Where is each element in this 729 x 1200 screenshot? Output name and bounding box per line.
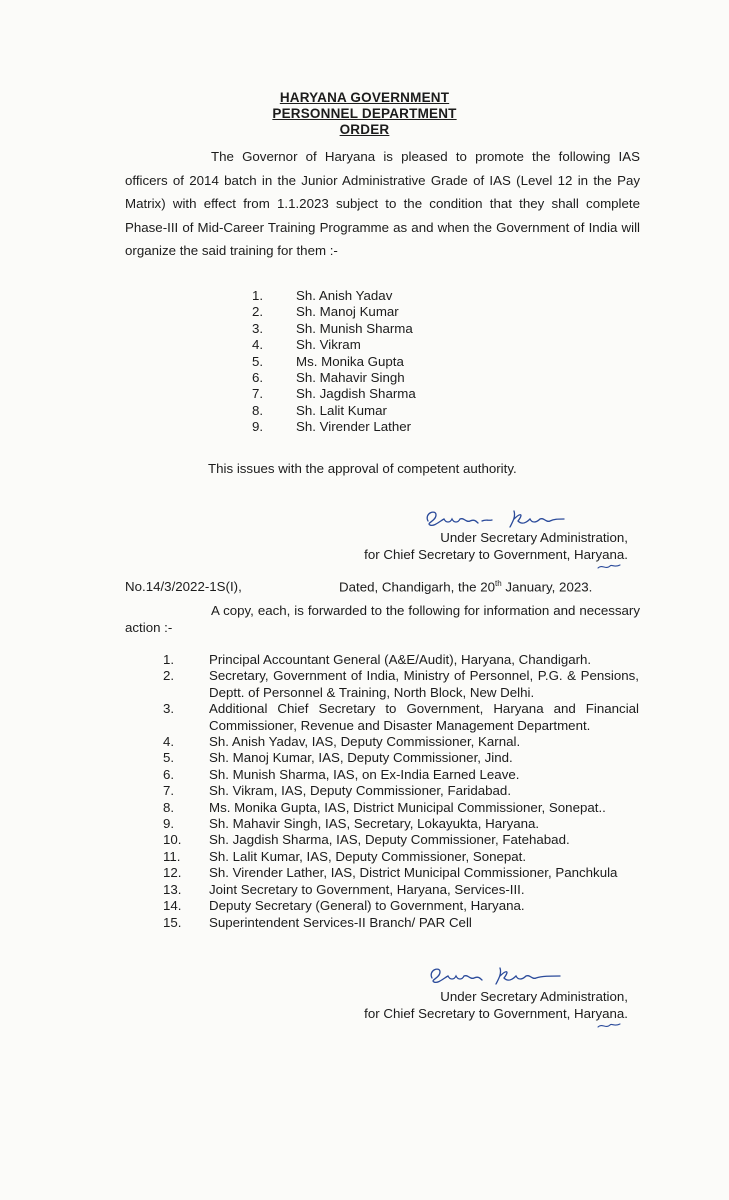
copy-recipient-item <box>163 915 639 931</box>
promoted-officer-item <box>252 370 416 386</box>
intro-text: The Governor of Haryana is pleased to promote the following IAS officers of 2014 batch in the Junior Administrative Grade of IAS (Level 12 in the Pay Matrix) with effect from 1.1.2023 subject to the condition that they shall complete Phase-III of Mid-Career Training Programme as and when the Government of India will organize the said training for them :- <box>125 149 640 258</box>
promoted-officer-name: Sh. Vikram <box>296 337 361 353</box>
copy-recipient-number: 4. <box>163 734 175 750</box>
copy-recipient-text: Joint Secretary to Government, Haryana, Services-III. <box>209 881 525 897</box>
copy-recipient-number: 7. <box>163 783 175 799</box>
reference-number: No.14/3/2022-1S(I), <box>125 579 242 594</box>
copy-recipient-text: Sh. Mahavir Singh, IAS, Secretary, Lokayukta, Haryana. <box>209 816 540 832</box>
copy-recipient-number: 2. <box>163 668 175 684</box>
promoted-officer-number: 1. <box>252 288 264 303</box>
header-government: HARYANA GOVERNMENT <box>279 90 450 105</box>
copy-recipient-item <box>163 800 639 816</box>
copy-recipient-text: Sh. Virender Lather, IAS, District Municipal Commissioner, Panchkula <box>209 865 618 881</box>
promoted-officer-name: Sh. Manoj Kumar <box>296 304 399 320</box>
copy-recipient-number: 5. <box>163 750 175 766</box>
promoted-officer-name: Sh. Munish Sharma <box>296 320 413 336</box>
intro-paragraph <box>125 145 640 263</box>
promoted-officer-item <box>252 304 416 320</box>
promoted-officer-item <box>252 419 416 435</box>
copy-recipient-number: 13. <box>163 881 182 897</box>
promoted-officer-number: 7. <box>252 386 264 402</box>
promoted-officer-number: 4. <box>252 337 264 353</box>
promoted-officer-name: Sh. Lalit Kumar <box>296 402 387 418</box>
copy-recipient-item <box>163 750 639 766</box>
initials-1-image <box>596 560 622 572</box>
copy-recipient-text: Additional Chief Secretary to Government, Haryana and Financial Commissioner, Revenue and Disaster Management Department. <box>209 701 639 733</box>
copy-recipient-text: Secretary, Government of India, Ministry of Personnel, P.G. & Pensions, Deptt. of Personnel & Training, North Block, New Delhi. <box>209 668 639 700</box>
promoted-officer-name: Sh. Virender Lather <box>296 419 412 435</box>
copy-recipients-list <box>163 652 639 931</box>
copy-recipient-number: 11. <box>163 848 181 864</box>
signature-2-block <box>338 989 628 1022</box>
copy-recipient-text: Superintendent Services-II Branch/ PAR Cell <box>209 914 472 930</box>
copy-recipient-number: 12. <box>163 865 182 881</box>
initials-2-image <box>596 1019 622 1031</box>
copy-recipient-item <box>163 701 639 734</box>
promoted-officer-name: Ms. Monika Gupta <box>296 353 404 369</box>
copy-text: A copy, each, is forwarded to the following for information and necessary action :- <box>125 603 640 635</box>
approval-text: This issues with the approval of competent authority. <box>208 461 517 476</box>
signature-1-for-line: for Chief Secretary to Government, Haryana. <box>364 546 628 562</box>
copy-recipient-text: Sh. Munish Sharma, IAS, on Ex-India Earned Leave. <box>209 766 520 782</box>
copy-recipient-number: 6. <box>163 766 175 782</box>
promoted-officer-number: 5. <box>252 353 264 369</box>
copy-recipient-text: Sh. Anish Yadav, IAS, Deputy Commissioner, Karnal. <box>209 734 521 750</box>
promoted-officer-number: 2. <box>252 304 264 320</box>
copy-recipient-text: Deputy Secretary (General) to Government, Haryana. <box>209 898 525 914</box>
copy-recipient-item <box>163 652 639 668</box>
promoted-officer-name: Sh. Mahavir Singh <box>296 369 405 385</box>
reference-date: Dated, Chandigarh, the 20th January, 2023. <box>339 579 593 595</box>
copy-recipient-text: Sh. Manoj Kumar, IAS, Deputy Commissioner, Jind. <box>209 750 513 766</box>
promoted-officer-number: 6. <box>252 369 264 385</box>
copy-recipient-item <box>163 832 639 848</box>
document-header <box>0 90 729 138</box>
copy-recipient-item <box>163 767 639 783</box>
copy-recipient-item <box>163 865 639 881</box>
promoted-officer-item <box>252 354 416 370</box>
copy-recipient-item <box>163 816 639 832</box>
copy-recipient-text: Principal Accountant General (A&E/Audit), Haryana, Chandigarh. <box>209 652 592 667</box>
copy-recipient-text: Sh. Lalit Kumar, IAS, Deputy Commissioner, Sonepat. <box>209 848 527 864</box>
promoted-officer-item <box>252 403 416 419</box>
promoted-officer-item <box>252 386 416 402</box>
promoted-officer-number: 9. <box>252 419 264 435</box>
header-department: PERSONNEL DEPARTMENT <box>272 106 457 121</box>
copy-paragraph <box>125 603 640 636</box>
promoted-officer-name: Sh. Jagdish Sharma <box>296 386 416 402</box>
promoted-officer-number: 3. <box>252 320 264 336</box>
copy-recipient-number: 1. <box>163 652 175 667</box>
signature-2-for-line: for Chief Secretary to Government, Haryana. <box>364 1005 628 1021</box>
promoted-officer-item <box>252 337 416 353</box>
promoted-officer-name: Sh. Anish Yadav <box>296 288 393 303</box>
promoted-officer-number: 8. <box>252 402 264 418</box>
copy-recipient-text: Ms. Monika Gupta, IAS, District Municipal Commissioner, Sonepat.. <box>209 799 606 815</box>
promoted-officers-list <box>252 288 416 436</box>
signature-1-block <box>338 530 628 563</box>
copy-recipient-number: 3. <box>163 701 175 717</box>
copy-recipient-number: 10. <box>163 832 182 848</box>
signature-1-designation: Under Secretary Administration, <box>440 530 628 545</box>
copy-recipient-item <box>163 849 639 865</box>
copy-recipient-item <box>163 882 639 898</box>
signature-1-image <box>422 505 582 531</box>
copy-recipient-item <box>163 783 639 799</box>
copy-recipient-item <box>163 898 639 914</box>
header-order: ORDER <box>339 122 390 137</box>
copy-recipient-number: 9. <box>163 816 175 832</box>
copy-recipient-number: 14. <box>163 898 182 914</box>
copy-recipient-item <box>163 668 639 701</box>
signature-2-designation: Under Secretary Administration, <box>440 989 628 1004</box>
promoted-officer-item <box>252 321 416 337</box>
copy-recipient-text: Sh. Jagdish Sharma, IAS, Deputy Commissioner, Fatehabad. <box>209 832 570 848</box>
copy-recipient-number: 8. <box>163 799 175 815</box>
copy-recipient-text: Sh. Vikram, IAS, Deputy Commissioner, Faridabad. <box>209 783 512 799</box>
copy-recipient-item <box>163 734 639 750</box>
copy-recipient-number: 15. <box>163 914 182 930</box>
signature-2-image <box>426 962 586 988</box>
promoted-officer-item <box>252 288 416 304</box>
